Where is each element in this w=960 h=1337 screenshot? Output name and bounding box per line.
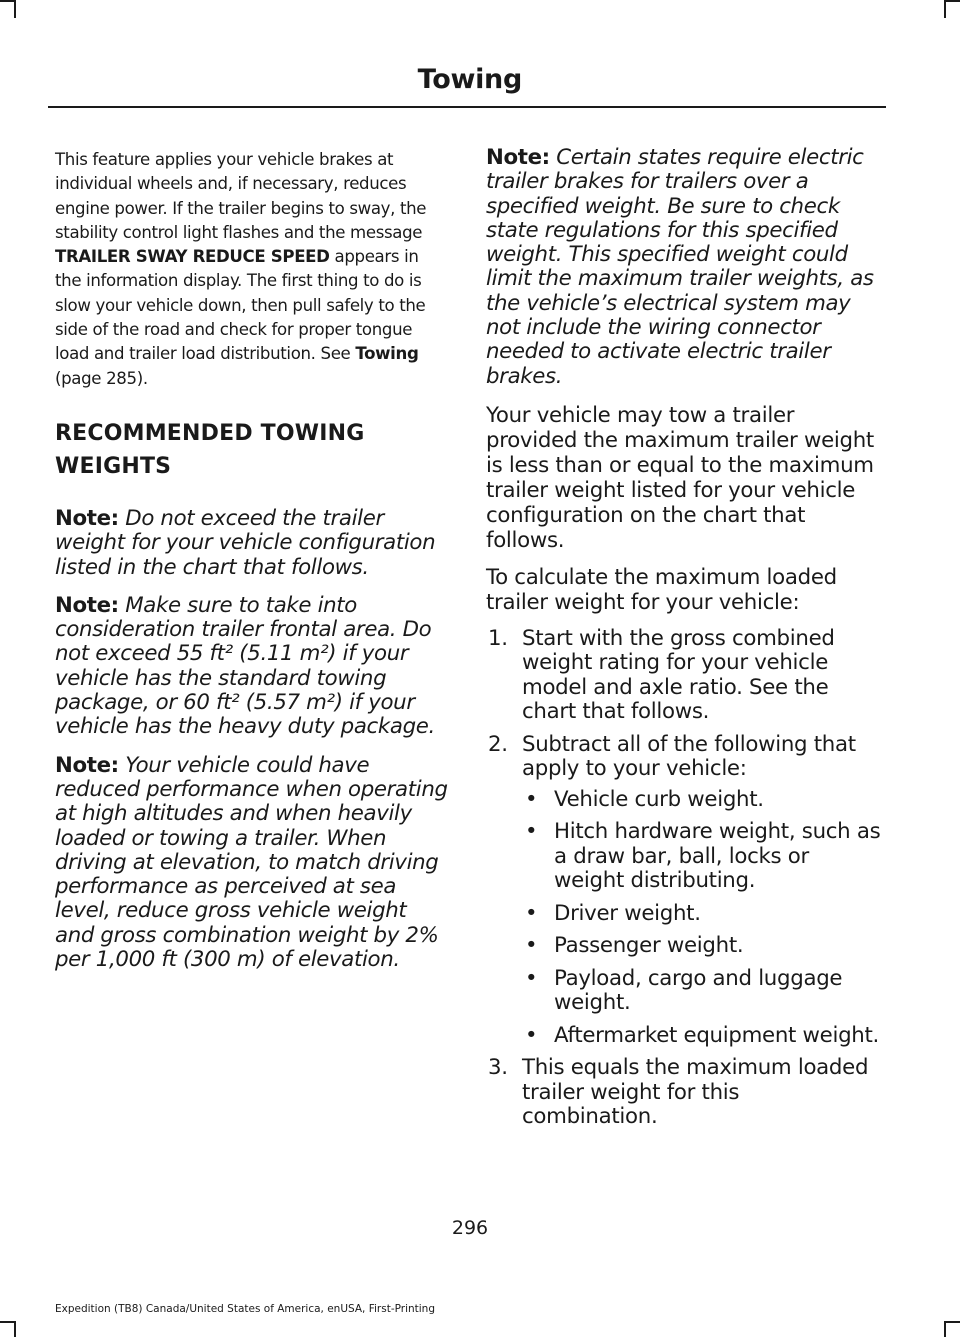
list-item (522, 902, 881, 927)
note-trailer-weight (55, 507, 448, 580)
intro-text-start: This feature applies your vehicle brakes at individual wheels and, if necessary, reduces engine power. If the trailer begins to sway, the stability control light flashes and the message (55, 150, 427, 242)
step-item (486, 1056, 881, 1130)
step-number: 2. (488, 731, 508, 757)
intro-paragraph (55, 148, 448, 391)
note-text: Certain states require electric trailer brakes for trailers over a specified weight. Be sure to check state regulations for this specified weight. This specified weight could limit the maximum trailer weights, as the vehicle’s electrical system may not include the wiring connector needed to activate electric trailer brakes. (486, 145, 874, 389)
crop-mark-bottom-right (944, 1321, 960, 1323)
list-item (522, 788, 881, 813)
page-number: 296 (451, 1217, 489, 1239)
footer-text: Expedition (TB8) Canada/United States of America, enUSA, First-Printing (55, 1303, 436, 1315)
bullet-icon: • (525, 965, 538, 991)
crop-mark-top-left (0, 0, 15, 2)
crop-mark-top-right-vertical (944, 0, 946, 18)
list-item (522, 934, 881, 959)
list-item (522, 820, 881, 894)
note-text: Make sure to take into consideration trailer frontal area. Do not exceed 55 ft² (5.11 m²) if your vehicle has the standard towing package, or 60 ft² (5.57 m²) if your vehicle has the heavy duty package. (55, 592, 435, 740)
note-label: Note: (486, 145, 550, 170)
section-heading-line-1: RECOMMENDED TOWING (55, 420, 365, 446)
list-item (522, 1024, 881, 1049)
list-item-text: Driver weight. (554, 900, 701, 926)
left-column (55, 148, 448, 986)
bullet-icon: • (525, 786, 538, 812)
bullet-icon: • (525, 900, 538, 926)
right-column (486, 146, 881, 1138)
bullet-icon: • (525, 1022, 538, 1048)
note-text: Do not exceed the trailer weight for your vehicle configuration listed in the chart that follows. (55, 505, 436, 580)
section-heading-line-2: WEIGHTS (55, 453, 172, 479)
subtract-list (522, 788, 881, 1049)
step-item (486, 733, 881, 1049)
bullet-icon: • (525, 819, 538, 845)
calculate-intro-paragraph: To calculate the maximum loaded trailer weight for your vehicle: (486, 564, 837, 615)
crop-mark-bottom-left-vertical (14, 1321, 16, 1337)
list-item (522, 967, 881, 1016)
intro-text-middle: appears in the information display. The first thing to do is slow your vehicle down, then pull safely to the side of the road and check for proper tongue load and trailer load distribution. See (55, 247, 426, 364)
note-altitude (55, 754, 448, 973)
note-label: Note: (55, 592, 119, 618)
towing-link[interactable]: Towing (355, 344, 419, 364)
intro-text-end: (page 285). (55, 368, 148, 388)
step-text: Subtract all of the following that apply to your vehicle: (522, 731, 856, 782)
bullet-icon: • (525, 933, 538, 959)
step-number: 3. (488, 1055, 508, 1081)
note-text: Your vehicle could have reduced performance when operating at high altitudes and when heavily loaded or towing a trailer. When driving at elevation, to match driving performance as perceived at sea level, reduce gross vehicle weight and gross combination weight by 2% per 1,000 ft (300 m) of elevation. (55, 752, 448, 973)
calculation-steps (486, 627, 881, 1130)
list-item-text: Aftermarket equipment weight. (554, 1022, 880, 1048)
list-item-text: Payload, cargo and luggage weight. (554, 965, 843, 1016)
note-frontal-area (55, 594, 448, 740)
step-number: 1. (488, 625, 508, 651)
crop-mark-bottom-left (0, 1321, 15, 1323)
crop-mark-top-right (944, 0, 960, 2)
crop-mark-bottom-right-vertical (944, 1321, 946, 1337)
page-title: Towing (417, 64, 522, 95)
note-electric-brakes (486, 146, 881, 389)
crop-mark-top-left-vertical (14, 0, 16, 18)
tow-capacity-paragraph: Your vehicle may tow a trailer provided the maximum trailer weight is less than or equal to the maximum trailer weight listed for your vehicle configuration on the chart that follows. (486, 402, 874, 553)
step-text: Start with the gross combined weight rating for your vehicle model and axle ratio. See the chart that follows. (522, 625, 835, 725)
note-label: Note: (55, 752, 119, 778)
section-heading (55, 417, 448, 483)
header-rule (48, 106, 886, 108)
list-item-text: Passenger weight. (554, 933, 744, 959)
note-label: Note: (55, 505, 119, 531)
step-text: This equals the maximum loaded trailer weight for this combination. (522, 1055, 869, 1130)
trailer-sway-message: TRAILER SWAY REDUCE SPEED (55, 247, 330, 267)
list-item-text: Vehicle curb weight. (554, 786, 764, 812)
step-item (486, 627, 881, 725)
list-item-text: Hitch hardware weight, such as a draw bar, ball, locks or weight distributing. (554, 819, 881, 894)
